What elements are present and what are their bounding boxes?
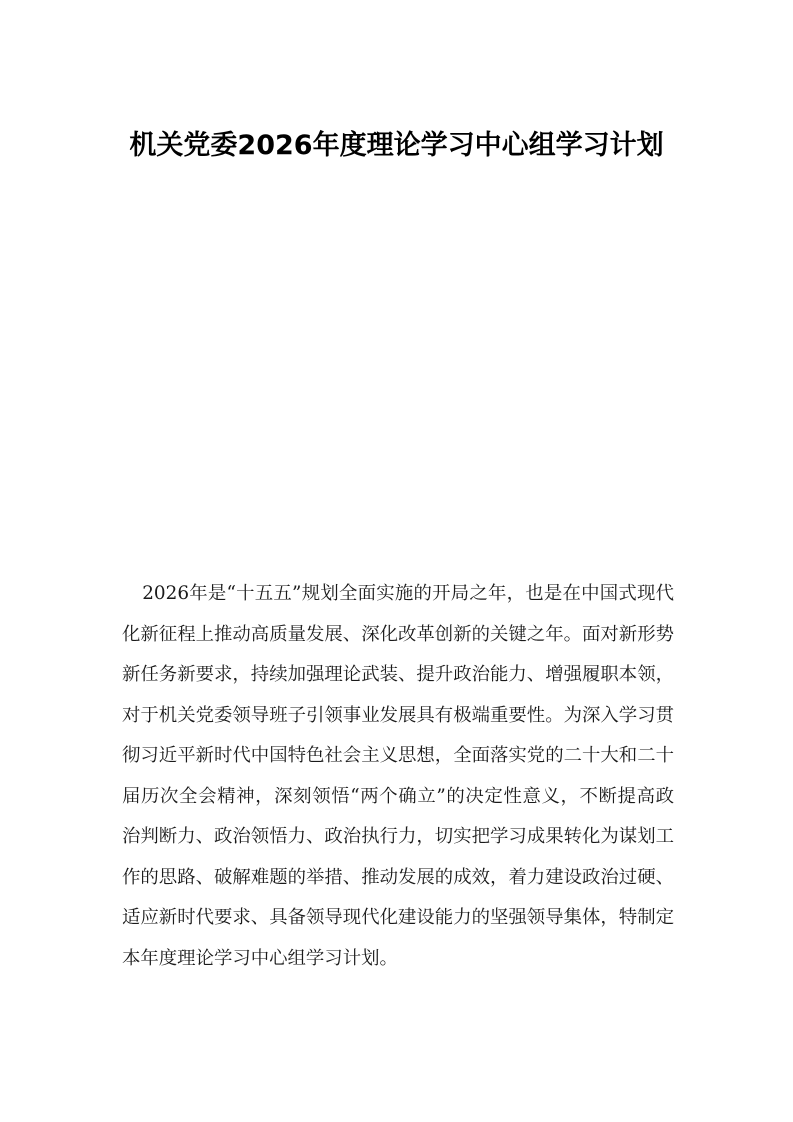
intro-paragraph: 2026年是“十五五”规划全面实施的开局之年，也是在中国式现代化新征程上推动高质量发展、深化改革创新的关键之年。面对新形势新任务新要求，持续加强理论武装、提升政治能力、增强履职本领，对于机关党委领导班子引领事业发展具有极端重要性。为深入学习贯彻习近平新时代中国特色社会主义思想，全面落实党的二十大和二十届历次全会精神，深刻领悟“两个确立”的决定性意义，不断提高政治判断力、政治领悟力、政治执行力，切实把学习成果转化为谋划工作的思路、破解难题的举措、推动发展的成效，着力建设政治过硬、适应新时代要求、具备领导现代化建设能力的坚强领导集体，特制定本年度理论学习中心组学习计划。 bbox=[122, 583, 674, 969]
document-title: 机关党委2026年度理论学习中心组学习计划 bbox=[129, 130, 664, 161]
